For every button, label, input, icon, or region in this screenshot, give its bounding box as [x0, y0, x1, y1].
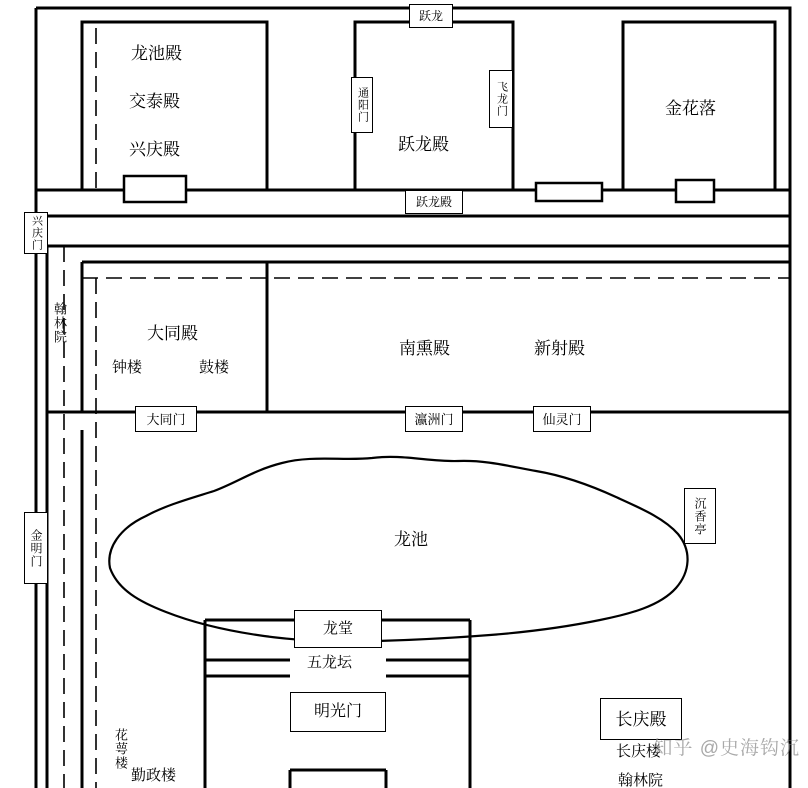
- hall-label-gulou: 鼓楼: [199, 360, 230, 376]
- gate-yuelongdian[interactable]: 跃龙殿: [405, 190, 463, 214]
- gate-jinmingmen[interactable]: 金明门: [24, 512, 48, 584]
- hall-changqingdian[interactable]: 长庆殿: [600, 698, 682, 740]
- label-changqinglou: 长庆楼: [616, 744, 662, 760]
- gate-xingqingmen[interactable]: 兴庆门: [24, 212, 48, 254]
- hall-label-jinhualuo: 金花落: [665, 99, 716, 118]
- gate-yingzhoumen[interactable]: 瀛洲门: [405, 406, 463, 432]
- hall-label-xingqing: 兴庆殿: [129, 140, 180, 159]
- label-huaelou: 花萼楼: [113, 728, 128, 770]
- gate-mingguangmen[interactable]: 明光门: [290, 692, 386, 732]
- gate-xianlingmen[interactable]: 仙灵门: [533, 406, 591, 432]
- label-hanlinyuan-bottom: 翰林院: [618, 773, 664, 788]
- pavilion-chenxiangting[interactable]: 沉香亭: [684, 488, 716, 544]
- hall-label-longchi-pool: 龙池: [394, 530, 428, 549]
- hall-label-qinzhenglou: 勤政楼: [131, 768, 177, 784]
- gate-yuelong-top[interactable]: 跃龙: [409, 4, 453, 28]
- hall-label-yuelong: 跃龙殿: [398, 135, 449, 154]
- hall-label-datong: 大同殿: [147, 324, 198, 343]
- gate-feilongmen[interactable]: 飞龙门: [489, 70, 513, 128]
- hall-label-nanxun: 南熏殿: [399, 339, 450, 358]
- label-hanlinyuan: 翰林院: [52, 302, 67, 344]
- hall-label-xinshe: 新射殿: [534, 339, 585, 358]
- hall-longtang[interactable]: 龙堂: [294, 610, 382, 648]
- hall-label-wulongtan: 五龙坛: [307, 655, 353, 671]
- gate-datongmen[interactable]: 大同门: [135, 406, 197, 432]
- gate-tongyangmen[interactable]: 通阳门: [351, 77, 373, 133]
- hall-label-longchi: 龙池殿: [131, 44, 182, 63]
- hall-label-jiaotai: 交泰殿: [129, 92, 180, 111]
- watermark: 知乎 @史海钩沉: [653, 738, 800, 759]
- hall-label-zhonglou: 钟楼: [112, 360, 143, 376]
